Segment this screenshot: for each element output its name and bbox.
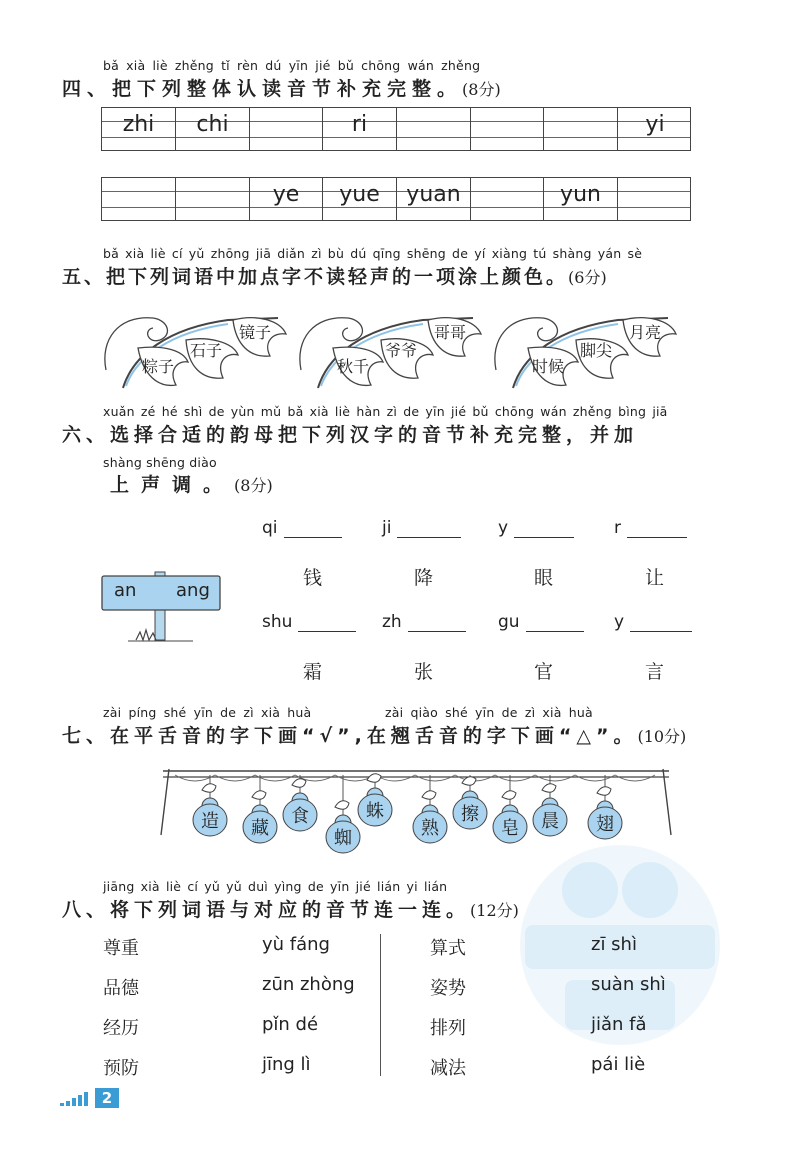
- q7-title: [62, 721, 686, 748]
- q6-fill-4[interactable]: r: [614, 518, 687, 538]
- q6-char: 言: [645, 661, 665, 683]
- grid-cell: ri: [323, 108, 397, 150]
- q5-title-text: 五、把下列词语中加点字不读轻声的一项涂上颜色。: [62, 266, 569, 288]
- sign-right-label: ang: [176, 580, 210, 601]
- flower-group-2: [300, 318, 481, 388]
- grid-cell[interactable]: [397, 108, 471, 150]
- q8-title-text: 八、将下列词语与对应的音节连一连。: [62, 899, 471, 921]
- q4-title: [62, 74, 501, 101]
- q6-fill-5[interactable]: shu: [262, 612, 356, 632]
- q6-char: 让: [645, 567, 665, 589]
- gourd-char: 熟: [421, 818, 439, 839]
- grid-cell: yi: [645, 112, 665, 137]
- match-left-word[interactable]: 尊重: [103, 938, 139, 959]
- grid-cell[interactable]: [102, 178, 176, 220]
- q4-pinyin: bǎ xià liè zhěng tǐ rèn dú yīn jié bǔ chōng wán zhěng: [103, 58, 481, 73]
- gourd-char: 晨: [541, 811, 559, 832]
- q4-title-text: 四、把下列整体认读音节补充完整。: [62, 78, 463, 100]
- match-right-pinyin[interactable]: jiǎn fǎ: [591, 1014, 647, 1035]
- gourd[interactable]: [193, 775, 227, 836]
- grid-cell: chi: [176, 108, 250, 150]
- gourd[interactable]: [358, 774, 392, 826]
- match-right-word[interactable]: 减法: [430, 1058, 466, 1079]
- grid-cell[interactable]: [471, 178, 544, 220]
- q6-fill-7[interactable]: gu: [498, 612, 584, 632]
- q6-score: (8分): [234, 476, 273, 495]
- gourd-char: 造: [201, 811, 219, 832]
- grid-cell: yuan: [397, 178, 471, 220]
- flower-word[interactable]: 爷爷: [385, 341, 418, 360]
- flower-word[interactable]: 月亮: [629, 323, 662, 342]
- grid-cell[interactable]: [471, 108, 544, 150]
- grid-cell[interactable]: [544, 108, 618, 150]
- flower-word[interactable]: 石子: [190, 341, 223, 360]
- q7-pinyin-left: zài píng shé yīn de zì xià huà: [103, 705, 312, 720]
- match-left-word[interactable]: 品德: [103, 978, 139, 999]
- gourd[interactable]: [453, 775, 487, 829]
- q6-fill-6[interactable]: zh: [382, 612, 466, 632]
- q4-score: (8分): [462, 80, 501, 99]
- q5-score: (6分): [568, 268, 607, 287]
- q6-title2: [110, 470, 273, 497]
- q8-pinyin: jiāng xià liè cí yǔ yǔ duì yìng de yīn jié lián yi lián: [103, 879, 448, 894]
- flower-word[interactable]: 镜子: [239, 323, 272, 342]
- q6-char: 官: [534, 661, 554, 683]
- q7-score: (10分): [637, 727, 687, 746]
- q7-title-text: 七、在平舌音的字下画“√”,在翘舌音的字下画“△”。: [62, 725, 638, 747]
- gourd[interactable]: [283, 775, 317, 831]
- grid-cell[interactable]: [176, 178, 250, 220]
- flower-word[interactable]: 粽子: [142, 357, 175, 376]
- q6-title2-text: 上声调。: [110, 474, 235, 496]
- grid-cell: zhi: [102, 108, 176, 150]
- gourd[interactable]: [326, 775, 360, 853]
- gourd[interactable]: [413, 775, 447, 843]
- gourd-char: 擦: [461, 804, 479, 825]
- match-right-word[interactable]: 算式: [430, 938, 466, 959]
- grid-cell[interactable]: [618, 178, 692, 220]
- flower-group-3: [495, 318, 676, 388]
- grid-cell: yue: [323, 178, 397, 220]
- q4-grid-row1: [101, 107, 691, 151]
- match-left-pinyin[interactable]: yù fáng: [262, 934, 330, 955]
- flower-word[interactable]: 脚尖: [580, 341, 613, 360]
- flower-group-1: [105, 318, 286, 388]
- gourd-char: 皂: [501, 818, 519, 839]
- signal-bars-icon: [60, 1092, 94, 1106]
- q8-divider: [380, 934, 381, 1076]
- gourd[interactable]: [533, 775, 567, 836]
- q5-flower-illustration: [98, 300, 698, 395]
- q5-pinyin: bǎ xià liè cí yǔ zhōng jiā diǎn zì bù dú qīng shēng de yí xiàng tú shàng yán sè: [103, 246, 643, 261]
- q6-char: 眼: [534, 567, 554, 589]
- match-left-word[interactable]: 经历: [103, 1018, 139, 1039]
- match-left-pinyin[interactable]: jīng lì: [262, 1054, 311, 1075]
- page-number: 2: [95, 1088, 119, 1108]
- gourd-char: 食: [291, 806, 309, 827]
- q5-title: [62, 262, 607, 289]
- gourd-char: 蛛: [366, 801, 384, 822]
- q6-pinyin2: shàng shēng diào: [103, 455, 217, 470]
- grid-cell: ye: [250, 178, 323, 220]
- match-left-word[interactable]: 预防: [103, 1058, 139, 1079]
- q6-char: 霜: [303, 661, 323, 683]
- q7-pinyin-right: zài qiào shé yīn de zì xià huà: [385, 705, 593, 720]
- gourd-char: 藏: [251, 818, 269, 839]
- flower-word[interactable]: 哥哥: [434, 323, 467, 342]
- q8-score: (12分): [470, 901, 519, 920]
- match-right-word[interactable]: 排列: [430, 1018, 466, 1039]
- match-right-pinyin[interactable]: suàn shì: [591, 974, 666, 995]
- gourd-char: 蜘: [334, 828, 352, 849]
- gourd[interactable]: [243, 775, 277, 843]
- q6-fill-2[interactable]: ji: [382, 518, 461, 538]
- q6-char: 张: [414, 661, 434, 683]
- sign-left-label: an: [114, 580, 137, 601]
- match-right-pinyin[interactable]: pái liè: [591, 1054, 646, 1075]
- flower-word[interactable]: 秋千: [337, 357, 370, 376]
- match-left-pinyin[interactable]: zūn zhòng: [262, 974, 355, 995]
- q8-title: [62, 895, 519, 922]
- match-right-pinyin[interactable]: zī shì: [591, 934, 637, 955]
- q6-fill-1[interactable]: qi: [262, 518, 342, 538]
- grid-cell[interactable]: [250, 108, 323, 150]
- q6-fill-8[interactable]: y: [614, 612, 692, 632]
- flower-word[interactable]: 时候: [532, 357, 565, 376]
- q6-title-text: 六、选择合适的韵母把下列汉字的音节补充完整，并加: [62, 424, 639, 446]
- gourd-char: 翅: [596, 814, 614, 835]
- q6-char: 降: [414, 567, 434, 589]
- q6-fill-3[interactable]: y: [498, 518, 574, 538]
- match-right-word[interactable]: 姿势: [430, 978, 466, 999]
- q6-pinyin: xuǎn zé hé shì de yùn mǔ bǎ xià liè hàn zì de yīn jié bǔ chōng wán zhěng bìng jiā: [103, 404, 668, 419]
- q6-title: [62, 420, 638, 447]
- match-left-pinyin[interactable]: pǐn dé: [262, 1014, 319, 1035]
- q6-char: 钱: [303, 567, 323, 589]
- grid-cell: yun: [544, 178, 618, 220]
- q4-grid-row2: [101, 177, 691, 221]
